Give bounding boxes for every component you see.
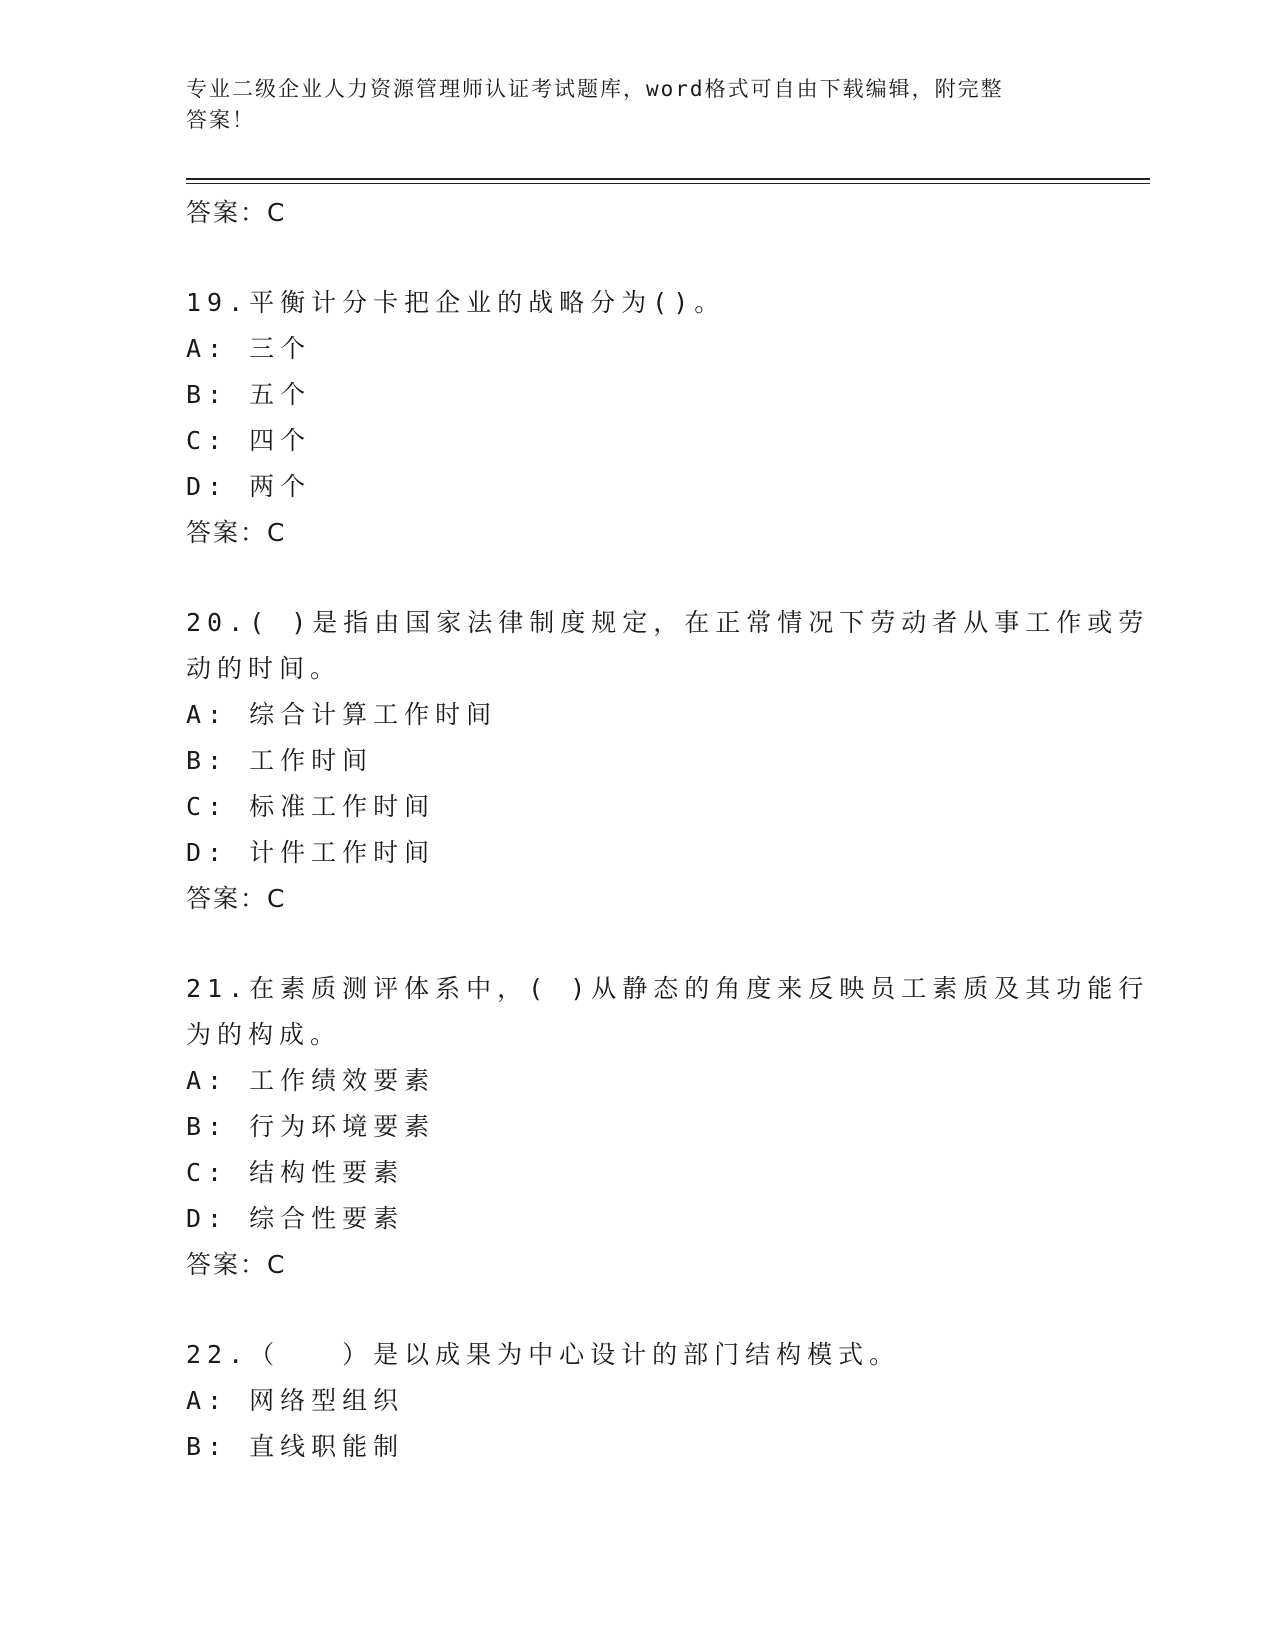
header-rule-thick — [186, 178, 1150, 180]
option-c: C: 四个 — [186, 426, 312, 455]
question-22 — [186, 1332, 1076, 1470]
option-b: B: 直线职能制 — [186, 1432, 405, 1461]
spacer — [186, 236, 1076, 280]
option-d: D: 两个 — [186, 472, 312, 501]
answer-line: 答案：C — [186, 1250, 287, 1279]
option-b: B: 五个 — [186, 380, 312, 409]
question-text-cont: 动的时间。 — [186, 654, 342, 683]
question-text-cont: 为的构成。 — [186, 1020, 342, 1049]
option-a: A: 三个 — [186, 334, 312, 363]
question-text: 19.平衡计分卡把企业的战略分为()。 — [186, 288, 726, 317]
question-text: 20.( )是指由国家法律制度规定，在正常情况下劳动者从事工作或劳 — [186, 608, 1150, 637]
page-header — [186, 74, 1066, 136]
option-d: D: 计件工作时间 — [186, 838, 436, 867]
header-line-2: 答案！ — [186, 108, 255, 132]
answer-line: 答案：C — [186, 198, 287, 227]
option-c: C: 结构性要素 — [186, 1158, 405, 1187]
option-b: B: 行为环境要素 — [186, 1112, 436, 1141]
question-21 — [186, 966, 1150, 1288]
spacer — [186, 556, 1076, 600]
answer-line: 答案：C — [186, 884, 287, 913]
spacer — [186, 922, 1076, 966]
question-text: 21.在素质测评体系中，( )从静态的角度来反映员工素质及其功能行 — [186, 974, 1150, 1003]
question-list — [186, 190, 1150, 1470]
option-a: A: 综合计算工作时间 — [186, 700, 498, 729]
spacer — [186, 1288, 1076, 1332]
answer-line: 答案：C — [186, 518, 287, 547]
header-line-1: 专业二级企业人力资源管理师认证考试题库，word格式可自由下载编辑，附完整 — [186, 77, 1004, 101]
question-text: 22.（ ）是以成果为中心设计的部门结构模式。 — [186, 1340, 901, 1369]
question-20 — [186, 600, 1150, 922]
option-d: D: 综合性要素 — [186, 1204, 405, 1233]
option-c: C: 标准工作时间 — [186, 792, 436, 821]
question-19 — [186, 280, 1076, 556]
option-a: A: 网络型组织 — [186, 1386, 405, 1415]
option-b: B: 工作时间 — [186, 746, 374, 775]
header-rule-thin — [186, 183, 1150, 184]
option-a: A: 工作绩效要素 — [186, 1066, 436, 1095]
